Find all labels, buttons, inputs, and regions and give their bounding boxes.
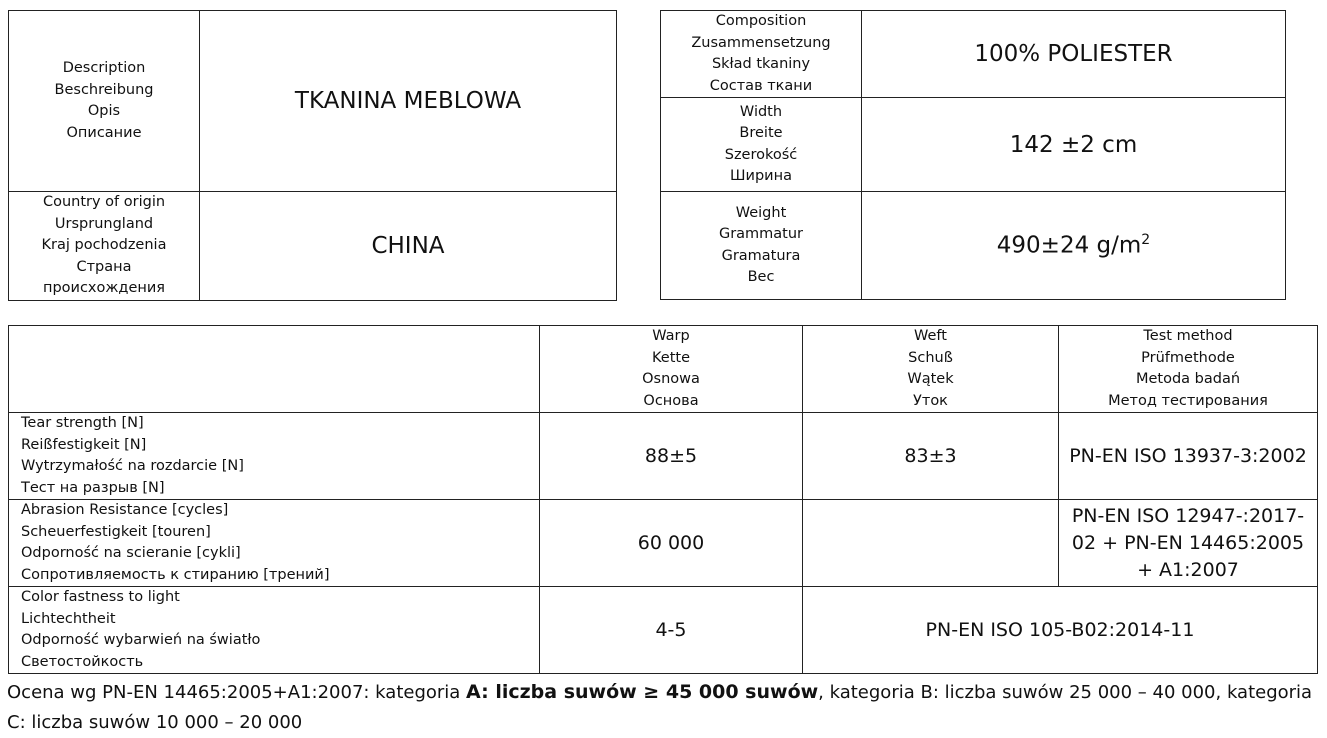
origin-value: CHINA [200, 192, 617, 301]
rating-note-part1: Ocena wg PN-EN 14465:2005+A1:2007: kategoria [7, 682, 467, 703]
width-label-en: Width [739, 103, 783, 120]
width-label-pl: Szerokość [724, 146, 798, 163]
description-label-de: Beschreibung [54, 81, 154, 98]
abrasion-label-ru: Сопротивляемость к стиранию [трений] [21, 566, 330, 583]
weight-label-pl: Gramatura [721, 247, 801, 264]
weight-label-ru: Вес [747, 269, 775, 285]
abrasion-label-de: Scheuerfestigkeit [touren] [21, 523, 211, 540]
abrasion-method-line-1: PN-EN ISO 12947-:2017- [1071, 504, 1305, 527]
composition-value: 100% POLIESTER [862, 11, 1286, 98]
tear-weft-value: 83±3 [803, 413, 1059, 500]
origin-label-pl: Kraj pochodzenia [41, 237, 167, 253]
color-label-pl: Odporność wybarwień na światło [21, 632, 261, 648]
tear-label-pl: Wytrzymałość na rozdarcie [N] [21, 458, 244, 474]
weight-value: 490±24 g/m [996, 232, 1142, 259]
width-label-de: Breite [739, 125, 783, 141]
method-header-pl: Metoda badań [1135, 371, 1241, 387]
table-row [9, 413, 1318, 500]
description-label-pl: Opis [87, 103, 121, 119]
composition-label-en: Composition [715, 13, 807, 29]
weight-value-cell [862, 192, 1286, 300]
abrasion-method-line-3: + A1:2007 [1137, 558, 1239, 581]
warp-header-en: Warp [652, 328, 690, 344]
weight-label-cell [661, 192, 862, 300]
abrasion-method-value [1059, 500, 1318, 587]
tear-label-de: Reißfestigkeit [N] [21, 436, 147, 453]
composition-table [660, 10, 1286, 300]
origin-label-ru-2: происхождения [42, 280, 166, 296]
warp-header [540, 326, 803, 413]
description-label-cell [9, 11, 200, 192]
composition-label-pl: Skład tkaniny [711, 56, 811, 72]
abrasion-warp-value: 60 000 [540, 500, 803, 587]
color-warp-value: 4-5 [540, 587, 803, 674]
origin-label-de: Ursprungland [54, 215, 154, 232]
table-row [9, 500, 1318, 587]
test-results-table [8, 325, 1318, 674]
method-header-ru: Метод тестирования [1108, 392, 1268, 409]
method-header-de: Prüfmethode [1141, 349, 1235, 366]
tear-method-value: PN-EN ISO 13937-3:2002 [1059, 413, 1318, 500]
description-value: TKANINA MEBLOWA [200, 11, 617, 192]
table-row [9, 587, 1318, 674]
weight-unit-exponent: 2 [1141, 232, 1151, 249]
abrasion-method-line-2: 02 + PN-EN 14465:2005 [1071, 531, 1305, 554]
weft-header [803, 326, 1059, 413]
origin-label-ru-1: Страна [76, 258, 132, 275]
width-value: 142 ±2 cm [862, 98, 1286, 192]
width-label-ru: Ширина [730, 168, 792, 184]
color-label-en: Color fastness to light [21, 589, 180, 605]
weft-header-ru: Уток [913, 392, 948, 409]
rating-note-part2: , kategoria B: liczba suwów 25 000 – 40 000, kategoria C: liczba suwów 10 000 – 20 000 [7, 682, 1313, 733]
method-header [1059, 326, 1318, 413]
weight-label-en: Weight [735, 204, 787, 221]
description-label-en: Description [62, 60, 146, 76]
tear-label-ru: Тест на разрыв [N] [21, 479, 165, 496]
tear-warp-value: 88±5 [540, 413, 803, 500]
warp-header-de: Kette [652, 349, 690, 366]
color-label-ru: Светостойкость [21, 653, 144, 670]
origin-label-en: Country of origin [42, 194, 166, 210]
color-method-value: PN-EN ISO 105-B02:2014-11 [803, 587, 1318, 674]
composition-label-cell [661, 11, 862, 98]
header-row [9, 326, 1318, 413]
header-empty-cell [9, 326, 540, 413]
weight-label-de: Grammatur [718, 226, 804, 242]
warp-header-ru: Основа [643, 392, 699, 409]
weft-header-de: Schuß [908, 349, 953, 366]
abrasion-label-pl: Odporność na scieranie [cykli] [21, 545, 241, 561]
color-fastness-label [9, 587, 540, 674]
composition-label-de: Zusammensetzung [691, 34, 831, 51]
abrasion-label-en: Abrasion Resistance [cycles] [21, 502, 229, 518]
width-label-cell [661, 98, 862, 192]
tear-label-en: Tear strength [N] [21, 415, 144, 431]
method-header-en: Test method [1143, 328, 1233, 344]
composition-label-ru: Состав ткани [709, 77, 813, 94]
rating-note [7, 677, 1317, 738]
color-label-de: Lichtechtheit [21, 610, 116, 627]
origin-label-cell [9, 192, 200, 301]
rating-note-bold: A: liczba suwów ≥ 45 000 suwów [466, 681, 819, 703]
abrasion-weft-value [803, 500, 1059, 587]
abrasion-label [9, 500, 540, 587]
weft-header-pl: Wątek [907, 371, 954, 387]
product-info-table [8, 10, 617, 301]
description-label-ru: Описание [66, 124, 142, 141]
tear-strength-label [9, 413, 540, 500]
warp-header-pl: Osnowa [642, 371, 700, 387]
weft-header-en: Weft [914, 328, 947, 344]
